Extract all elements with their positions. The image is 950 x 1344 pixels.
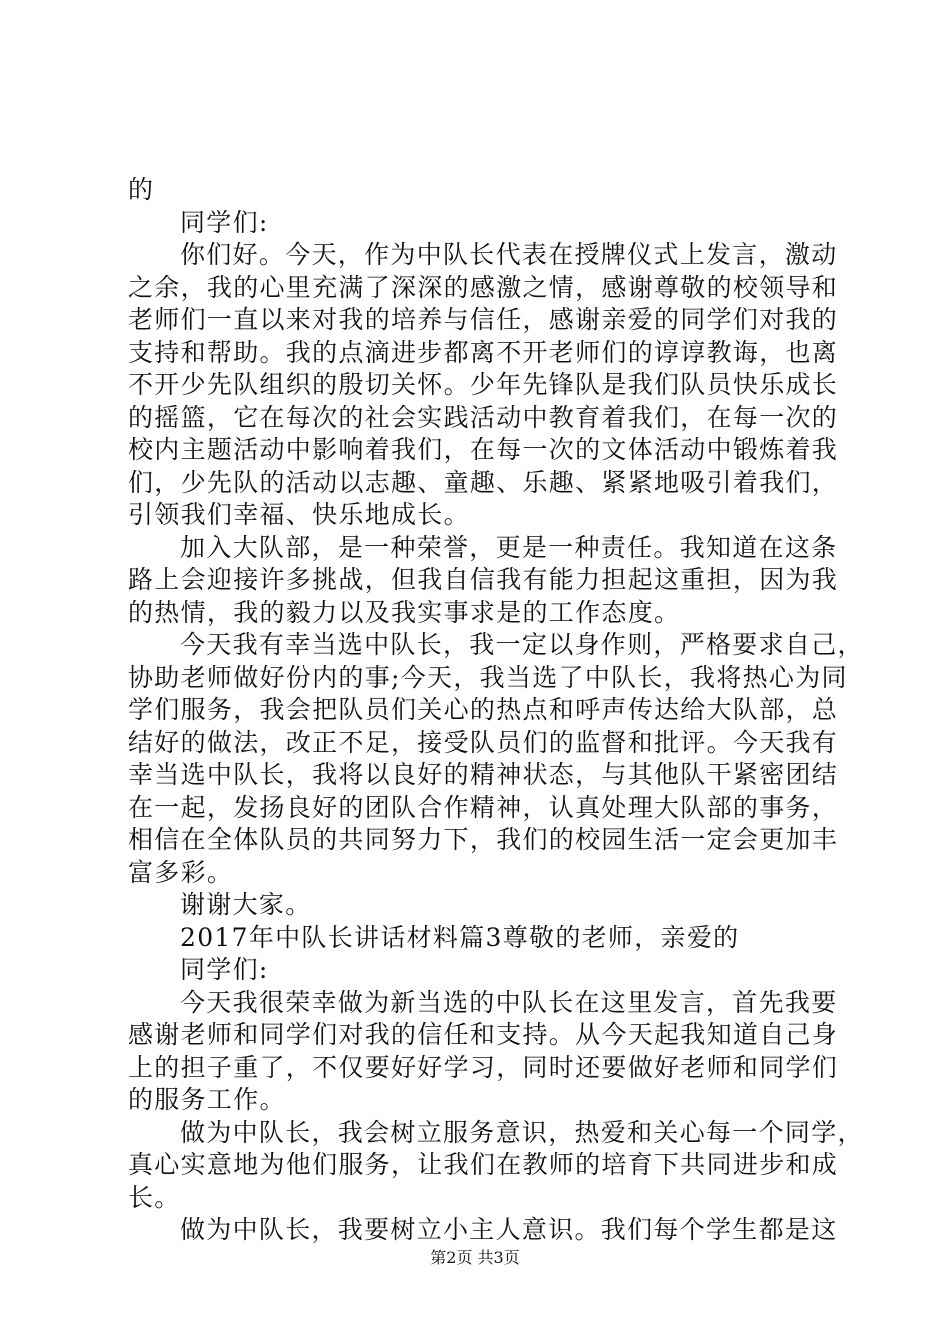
text-line: 协助老师做好份内的事;今天，我当选了中队长，我将热心为同: [128, 662, 848, 692]
text-line: 不开少先队组织的殷切关怀。少年先锋队是我们队员快乐成长: [128, 370, 839, 399]
text-line: 同学们:: [180, 207, 269, 237]
text-line: 今天我有幸当选中队长，我一定以身作则，严格要求自己，: [180, 630, 864, 659]
document-body: [128, 174, 864, 1247]
text-line: 做为中队长，我要树立小主人意识。我们每个学生都是这: [180, 1215, 838, 1244]
text-line: 富多彩。: [128, 857, 234, 887]
text-line: 的服务工作。: [128, 1085, 286, 1114]
text-line: 学们服务，我会把队员们关心的热点和呼声传达给大队部，总: [128, 695, 839, 724]
text-line: 路上会迎接许多挑战，但我自信我有能力担起这重担，因为我: [128, 565, 839, 594]
text-line: 今天我很荣幸做为新当选的中队长在这里发言，首先我要: [180, 987, 838, 1017]
text-line: 在一起，发扬良好的团队合作精神，认真处理大队部的事务，: [128, 792, 839, 822]
text-line: 幸当选中队长，我将以良好的精神状态，与其他队干紧密团结: [128, 760, 839, 789]
text-line: 们，少先队的活动以志趣、童趣、乐趣、紧紧地吸引着我们，: [128, 467, 839, 497]
text-line: 谢谢大家。: [180, 890, 312, 919]
text-line: 相信在全体队员的共同努力下，我们的校园生活一定会更加丰: [128, 825, 839, 854]
text-line: 校内主题活动中影响着我们，在每一次的文体活动中锻炼着我: [128, 435, 839, 464]
text-line: 的摇篮，它在每次的社会实践活动中教育着我们，在每一次的: [128, 402, 839, 432]
page-footer: 第2页 共3页: [430, 1248, 520, 1267]
text-line: 感谢老师和同学们对我的信任和支持。从今天起我知道自己身: [128, 1020, 839, 1049]
text-line: 老师们一直以来对我的培养与信任，感谢亲爱的同学们对我的: [128, 305, 839, 334]
text-line: 支持和帮助。我的点滴进步都离不开老师们的谆谆教诲，也离: [128, 337, 839, 367]
text-line: 引领我们幸福、快乐地成长。: [128, 500, 470, 529]
text-line: 做为中队长，我会树立服务意识，热爱和关心每一个同学，: [180, 1117, 864, 1147]
text-line: 加入大队部，是一种荣誉，更是一种责任。我知道在这条: [180, 532, 838, 562]
text-line: 你们好。今天，作为中队长代表在授牌仪式上发言，激动: [180, 240, 838, 269]
text-line: 2017年中队长讲话材料篇3尊敬的老师，亲爱的: [180, 922, 740, 952]
text-line: 真心实意地为他们服务，让我们在教师的培育下共同进步和成: [128, 1150, 839, 1179]
text-line: 结好的做法，改正不足，接受队员们的监督和批评。今天我有: [128, 727, 839, 757]
text-line: 之余，我的心里充满了深深的感激之情，感谢尊敬的校领导和: [128, 272, 839, 302]
text-line: 的: [128, 175, 155, 204]
text-line: 上的担子重了，不仅要好好学习，同时还要做好老师和同学们: [128, 1052, 839, 1082]
text-line: 长。: [128, 1182, 181, 1212]
text-line: 同学们:: [180, 955, 269, 984]
text-line: 的热情，我的毅力以及我实事求是的工作态度。: [128, 597, 681, 627]
